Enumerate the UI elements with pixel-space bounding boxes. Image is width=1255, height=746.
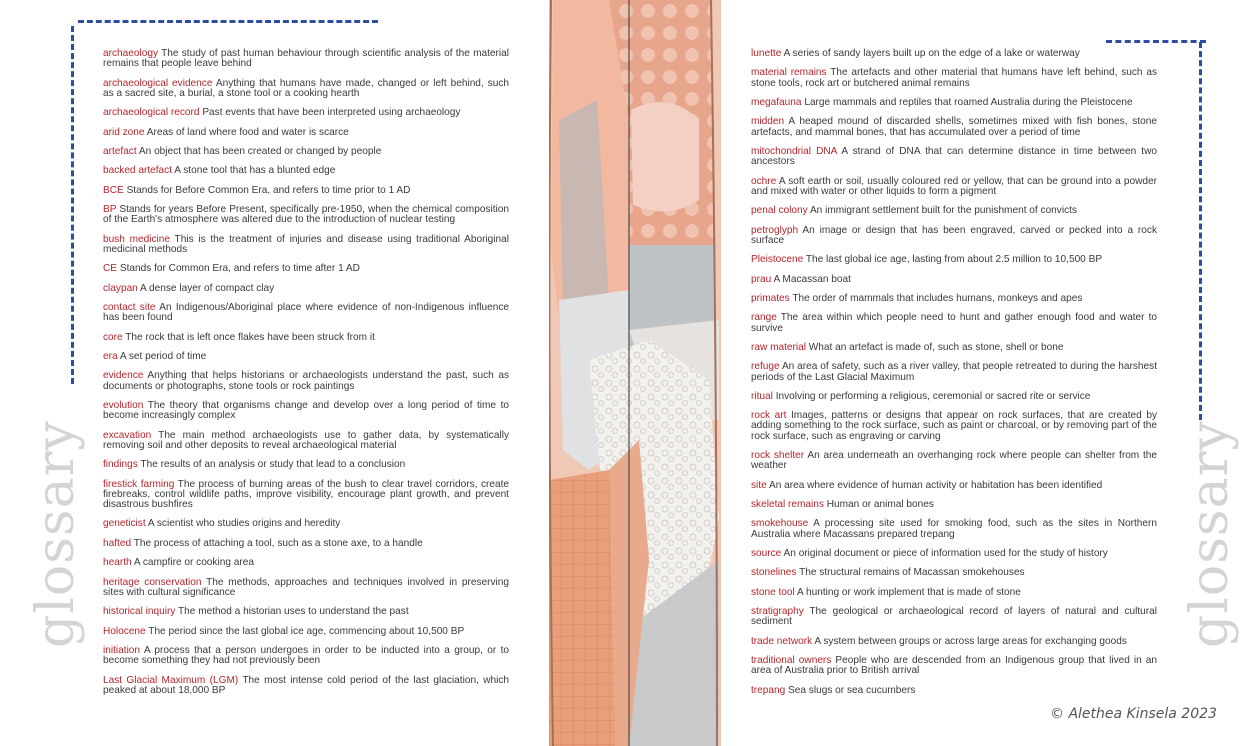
glossary-entry — [751, 206, 1157, 216]
glossary-term: material remains — [751, 67, 827, 79]
glossary-definition: The results of an analysis or study that lead to a conclusion — [140, 459, 406, 471]
glossary-definition: The process of burning areas of the bush to clear travel corridors, create firebreaks, control wildlife paths, improve visibility, encourage plant growth, and prevent disastrous bushfires — [103, 478, 510, 511]
glossary-entry — [751, 177, 1157, 197]
glossary-entry — [103, 186, 509, 196]
glossary-watermark-left: glossary — [26, 420, 86, 648]
glossary-definition: Images, patterns or designs that appear on rock surfaces, that are created by adding something to the rock surface, such as paint or charcoal, or by removing part of the rock surface, such as engraving or carving — [751, 410, 1158, 442]
glossary-term: ritual — [751, 390, 773, 402]
glossary-entry — [103, 607, 509, 617]
glossary-entry — [751, 392, 1157, 402]
glossary-entry — [103, 676, 509, 696]
glossary-term: core — [103, 331, 123, 343]
central-artwork — [549, 0, 721, 746]
glossary-definition: Areas of land where food and water is scarce — [146, 126, 349, 138]
dashed-bracket-right — [1199, 42, 1202, 420]
glossary-term: refuge — [751, 361, 780, 373]
glossary-definition: People who are descended from an Indigenous group that lived in an area of Australia prior to British arrival — [751, 655, 1158, 677]
glossary-definition: A set period of time — [119, 351, 207, 363]
glossary-entry — [751, 686, 1157, 696]
glossary-term: artefact — [103, 145, 137, 157]
glossary-term: contact site — [103, 302, 156, 314]
glossary-definition: The artefacts and other material that humans have left behind, such as stone tools, rock art or butchered animal remains — [751, 67, 1157, 89]
glossary-definition: An area underneath an overhanging rock where people can shelter from the weather — [751, 450, 1158, 472]
glossary-entry — [103, 460, 509, 470]
glossary-entry — [751, 226, 1157, 246]
glossary-term: skeletal remains — [751, 499, 824, 511]
glossary-entry — [103, 235, 509, 255]
glossary-term: rock shelter — [751, 450, 805, 462]
glossary-definition: Large mammals and reptiles that roamed Australia during the Pleistocene — [804, 96, 1133, 108]
glossary-definition: The structural remains of Macassan smokehouses — [799, 567, 1025, 579]
glossary-definition: The rock that is left once flakes have been struck from it — [125, 331, 375, 343]
glossary-entry — [751, 500, 1157, 510]
glossary-entry — [103, 303, 509, 323]
glossary-definition: A scientist who studies origins and heredity — [147, 518, 341, 530]
glossary-definition: The methods, approaches and techniques involved in preserving sites with cultural significance — [103, 576, 509, 598]
glossary-definition: The period since the last global ice age, commencing about 10,500 BP — [148, 625, 465, 637]
glossary-entry — [751, 481, 1157, 491]
glossary-term: hearth — [103, 557, 132, 569]
glossary-term: traditional owners — [751, 655, 832, 667]
glossary-term: rock art — [751, 410, 787, 422]
glossary-term: evolution — [103, 400, 144, 412]
glossary-entry — [751, 147, 1157, 167]
glossary-entry — [751, 656, 1157, 676]
glossary-definition: The area within which people need to hunt and gather enough food and water to survive — [751, 312, 1158, 334]
glossary-entry — [103, 205, 509, 225]
glossary-entry — [103, 558, 509, 568]
glossary-term: firestick farming — [103, 478, 175, 490]
glossary-definition: The last global ice age, lasting from about 2.5 million to 10,500 BP — [805, 254, 1103, 266]
glossary-term: arid zone — [103, 126, 145, 138]
glossary-column-right — [751, 49, 1157, 705]
glossary-term: archaeological evidence — [103, 77, 213, 89]
glossary-definition: A campfire or cooking area — [133, 557, 254, 569]
glossary-term: archaeology — [103, 48, 158, 59]
glossary-entry — [103, 264, 509, 274]
glossary-term: trepang — [751, 684, 786, 696]
glossary-definition: The theory that organisms change and develop over a long period of time to become increasingly complex — [103, 400, 509, 422]
glossary-term: site — [751, 479, 767, 491]
glossary-term: mitochondrial DNA — [751, 145, 837, 157]
glossary-entry — [103, 333, 509, 343]
glossary-definition: A series of sandy layers built up on the edge of a lake or waterway — [783, 48, 1080, 59]
glossary-term: raw material — [751, 341, 806, 353]
glossary-definition: Sea slugs or sea cucumbers — [788, 684, 916, 696]
glossary-term: excavation — [103, 429, 152, 441]
glossary-definition: A processing site used for smoking food, such as the sites in Northern Australia where Macassans prepared trepang — [751, 518, 1157, 540]
glossary-term: penal colony — [751, 205, 808, 217]
glossary-definition: An image or design that has been engraved, carved or pecked into a rock surface — [751, 224, 1158, 246]
dashed-bracket-left — [71, 26, 74, 384]
glossary-term: BCE — [103, 184, 124, 196]
glossary-term: source — [751, 548, 782, 560]
glossary-entry — [103, 49, 509, 69]
glossary-term: hafted — [103, 537, 132, 549]
glossary-entry — [751, 255, 1157, 265]
glossary-definition: A strand of DNA that can determine distance in time between two ancestors — [751, 145, 1157, 168]
glossary-definition: Stands for years Before Present, specifically pre-1950, when the chemical composition of the Earth's atmosphere was altered due to the introduction of nuclear testing — [103, 204, 509, 226]
glossary-definition: A hunting or work implement that is made of stone — [797, 586, 1021, 598]
glossary-term: heritage conservation — [103, 576, 202, 588]
glossary-term: stone tool — [751, 586, 795, 598]
glossary-entry — [103, 627, 509, 637]
glossary-definition: An original document or piece of information used for the study of history — [783, 548, 1108, 560]
glossary-term: stratigraphy — [751, 606, 804, 618]
glossary-entry — [751, 313, 1157, 333]
glossary-definition: Stands for Before Common Era, and refers to time prior to 1 AD — [126, 184, 411, 196]
glossary-entry — [751, 451, 1157, 471]
glossary-entry — [103, 646, 509, 666]
glossary-term: Holocene — [103, 625, 146, 637]
glossary-term: range — [751, 312, 777, 324]
glossary-definition: An area where evidence of human activity or habitation has been identified — [768, 479, 1103, 491]
glossary-term: claypan — [103, 282, 138, 294]
glossary-definition: A process that a person undergoes in order to be inducted into a group, or to become something they had not previously been — [103, 645, 509, 667]
glossary-term: midden — [751, 116, 785, 128]
glossary-entry — [103, 147, 509, 157]
glossary-term: findings — [103, 459, 138, 471]
glossary-entry — [103, 519, 509, 529]
glossary-term: stonelines — [751, 567, 797, 579]
glossary-definition: Anything that humans have made, changed or left behind, such as a sacred site, a burial, a stone tool or a cooking hearth — [103, 77, 510, 99]
glossary-entry — [103, 578, 509, 598]
glossary-entry — [751, 49, 1157, 59]
glossary-term: bush medicine — [103, 233, 170, 245]
glossary-entry — [103, 108, 509, 118]
glossary-definition: The main method archaeologists use to gather data, by systematically removing soil and other deposits to reveal archaeological material — [103, 429, 509, 451]
glossary-term: megafauna — [751, 96, 802, 108]
glossary-definition: Involving or performing a religious, ceremonial or sacred rite or service — [775, 390, 1091, 402]
glossary-term: primates — [751, 292, 790, 304]
glossary-definition: The study of past human behaviour through scientific analysis of the material remains that people leave behind — [103, 48, 509, 70]
glossary-definition: This is the treatment of injuries and disease using traditional Aboriginal medicinal methods — [103, 233, 510, 255]
glossary-term: ochre — [751, 175, 777, 187]
glossary-term: backed artefact — [103, 165, 173, 177]
glossary-definition: Anything that helps historians or archaeologists understand the past, such as documents or photographs, stone tools or rock paintings — [103, 370, 509, 392]
glossary-entry — [103, 166, 509, 176]
dashed-bracket-left-top — [78, 20, 378, 23]
glossary-definition: Stands for Common Era, and refers to time after 1 AD — [119, 263, 360, 275]
glossary-entry — [103, 128, 509, 138]
glossary-entry — [103, 284, 509, 294]
glossary-entry — [103, 480, 509, 511]
glossary-term: geneticist — [103, 518, 146, 530]
glossary-definition: A soft earth or soil, usually coloured red or yellow, that can be ground into a powder and mixed with water or other liquids to form a pigment — [751, 175, 1157, 197]
glossary-entry — [751, 294, 1157, 304]
glossary-definition: A dense layer of compact clay — [140, 282, 275, 294]
glossary-entry — [751, 117, 1157, 137]
glossary-entry — [103, 79, 509, 99]
glossary-definition: An object that has been created or changed by people — [138, 145, 382, 157]
glossary-entry — [751, 98, 1157, 108]
glossary-entry — [751, 549, 1157, 559]
glossary-entry — [751, 362, 1157, 382]
glossary-term: evidence — [103, 370, 144, 382]
glossary-term: petroglyph — [751, 224, 799, 236]
glossary-term: archaeological record — [103, 107, 200, 119]
glossary-entry — [751, 588, 1157, 598]
glossary-definition: The method a historian uses to understand the past — [178, 606, 409, 618]
glossary-entry — [751, 519, 1157, 539]
glossary-entry — [751, 568, 1157, 578]
glossary-entry — [103, 352, 509, 362]
glossary-entry — [103, 431, 509, 451]
glossary-definition: The most intense cold period of the last glaciation, which peaked at about 18,000 BP — [103, 674, 510, 696]
glossary-column-left — [103, 49, 509, 705]
glossary-term: trade network — [751, 635, 813, 647]
glossary-definition: A Macassan boat — [773, 273, 851, 285]
glossary-definition: An Indigenous/Aboriginal place where evidence of non-Indigenous influence has been found — [103, 302, 509, 324]
copyright-text: © Alethea Kinsela 2023 — [1050, 706, 1217, 722]
glossary-definition: A stone tool that has a blunted edge — [174, 165, 336, 177]
glossary-definition: The order of mammals that includes humans, monkeys and apes — [792, 292, 1083, 304]
glossary-entry — [751, 637, 1157, 647]
glossary-watermark-right: glossary — [1180, 420, 1240, 648]
glossary-definition: An area of safety, such as a river valley, that people retreated to during the harshest periods of the Last Glacial Maximum — [751, 361, 1157, 383]
glossary-entry — [751, 68, 1157, 88]
glossary-definition: An immigrant settlement built for the punishment of convicts — [809, 205, 1077, 217]
dashed-bracket-right-top — [1106, 40, 1206, 43]
glossary-definition: Past events that have been interpreted using archaeology — [202, 107, 461, 119]
glossary-entry — [103, 401, 509, 421]
glossary-term: lunette — [751, 48, 782, 59]
glossary-term: historical inquiry — [103, 606, 176, 618]
glossary-term: Pleistocene — [751, 254, 804, 266]
glossary-term: initiation — [103, 645, 141, 656]
glossary-definition: A heaped mound of discarded shells, sometimes mixed with fish bones, stone artefacts, and mammal bones, that has accumulated over a period of time — [751, 116, 1157, 138]
glossary-term: BP — [103, 204, 117, 216]
glossary-term: smokehouse — [751, 518, 809, 530]
glossary-definition: The process of attaching a tool, such as a stone axe, to a handle — [133, 537, 423, 549]
glossary-term: CE — [103, 263, 118, 275]
glossary-definition: The geological or archaeological record of layers of natural and cultural sediment — [751, 606, 1158, 628]
glossary-term: era — [103, 351, 118, 363]
glossary-entry — [103, 371, 509, 391]
glossary-term: Last Glacial Maximum (LGM) — [103, 674, 239, 686]
glossary-entry — [103, 539, 509, 549]
glossary-entry — [751, 275, 1157, 285]
glossary-definition: Human or animal bones — [826, 499, 934, 511]
glossary-entry — [751, 411, 1157, 442]
glossary-term: prau — [751, 273, 772, 285]
glossary-entry — [751, 607, 1157, 627]
glossary-definition: A system between groups or across large areas for exchanging goods — [814, 635, 1127, 647]
glossary-definition: What an artefact is made of, such as stone, shell or bone — [808, 341, 1064, 353]
glossary-entry — [751, 343, 1157, 353]
